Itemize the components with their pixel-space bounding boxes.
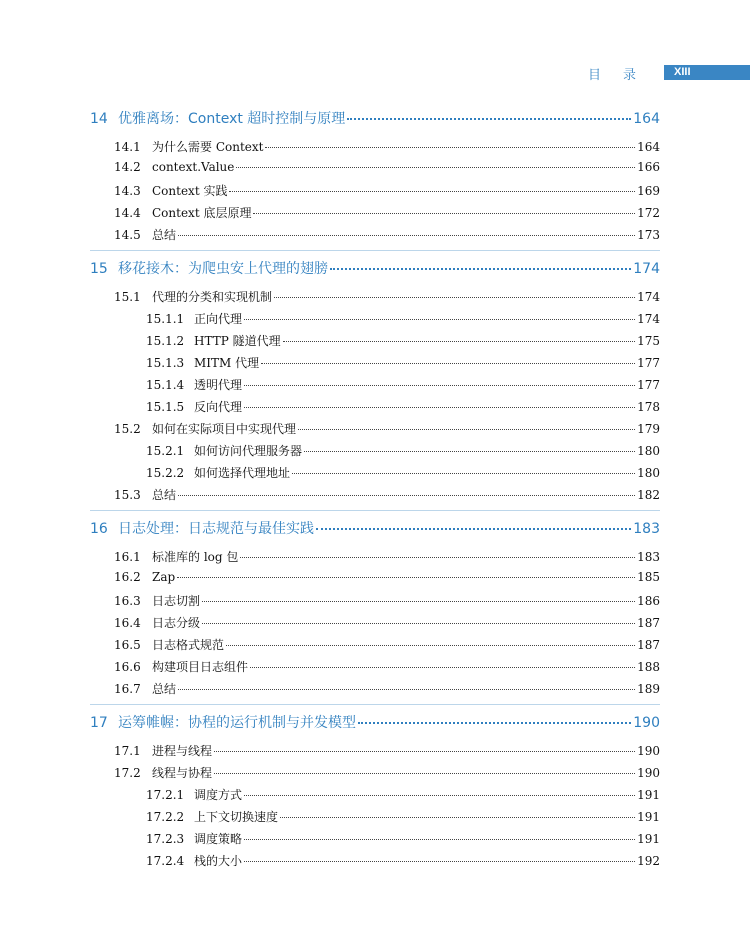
toc-entry-title: 为什么需要 Context	[152, 140, 264, 154]
toc-entry-number: 15.2.2	[146, 466, 185, 480]
toc-entry-subsection[interactable]	[146, 376, 660, 393]
toc-entry-page: 190	[637, 766, 660, 780]
toc-entry-page: 166	[637, 160, 660, 174]
toc-entry-number: 15.2	[114, 422, 141, 436]
toc-entry-chapter[interactable]	[90, 108, 660, 128]
toc-entry-number: 17.2.1	[146, 788, 185, 802]
toc-entry-title: 优雅离场：Context 超时控制与原理	[118, 111, 346, 127]
toc-entry-number: 17	[90, 715, 108, 731]
toc-entry-title: 日志分级	[152, 616, 201, 630]
toc-entry-section[interactable]	[114, 204, 660, 221]
toc-entry-title: 总结	[152, 488, 177, 502]
toc-entry-number: 15	[90, 261, 108, 277]
dot-leader	[244, 795, 635, 796]
toc-entry-page: 191	[637, 832, 660, 846]
toc-entry-title: 如何在实际项目中实现代理	[152, 422, 297, 436]
toc-entry-section[interactable]	[114, 182, 660, 199]
toc-entry-number: 16.7	[114, 682, 141, 696]
toc-entry-section[interactable]	[114, 160, 660, 174]
toc-entry-number: 15.2.1	[146, 444, 185, 458]
toc-entry-page: 191	[637, 788, 660, 802]
toc-entry-page: 180	[637, 444, 660, 458]
toc-entry-page: 174	[633, 261, 660, 277]
toc-entry-page: 191	[637, 810, 660, 824]
toc-entry-page: 180	[637, 466, 660, 480]
toc-entry-subsection[interactable]	[146, 354, 660, 371]
dot-leader	[244, 319, 635, 320]
toc-entry-number: 14.5	[114, 228, 141, 242]
dot-leader	[283, 341, 636, 342]
toc-entry-section[interactable]	[114, 614, 660, 631]
toc-entry-number: 15.3	[114, 488, 141, 502]
toc-entry-number: 17.1	[114, 744, 141, 758]
toc-entry-title: 上下文切换速度	[194, 810, 279, 824]
toc-entry-title: 如何选择代理地址	[194, 466, 291, 480]
toc-entry-number: 15.1.4	[146, 378, 185, 392]
toc-entry-section[interactable]	[114, 288, 660, 305]
toc-entry-page: 175	[637, 334, 660, 348]
dot-leader	[178, 235, 635, 236]
toc-entry-title: 正向代理	[194, 312, 243, 326]
toc-entry-section[interactable]	[114, 138, 660, 155]
toc-entry-subsection[interactable]	[146, 442, 660, 459]
toc-entry-page: 173	[637, 228, 660, 242]
toc-entry-number: 16.5	[114, 638, 141, 652]
toc-entry-number: 17.2	[114, 766, 141, 780]
toc-entry-number: 14.3	[114, 184, 141, 198]
toc-entry-page: 187	[637, 616, 660, 630]
toc-entry-section[interactable]	[114, 486, 660, 503]
toc-entry-title: 移花接木：为爬虫安上代理的翅膀	[118, 261, 328, 277]
dot-leader	[274, 297, 635, 298]
toc-entry-page: 177	[637, 356, 660, 370]
toc-entry-title: 总结	[152, 228, 177, 242]
toc-entry-page: 183	[633, 521, 660, 537]
toc-entry-title: 日志切割	[152, 594, 201, 608]
toc-entry-number: 14.1	[114, 140, 141, 154]
toc-entry-page: 189	[637, 682, 660, 696]
toc-entry-section[interactable]	[114, 764, 660, 781]
toc-entry-page: 179	[637, 422, 660, 436]
dot-leader	[214, 773, 635, 774]
toc-entry-number: 16.3	[114, 594, 141, 608]
toc-entry-title: 代理的分类和实现机制	[152, 290, 273, 304]
dot-leader	[347, 118, 631, 120]
dot-leader	[261, 363, 635, 364]
toc-entry-title: HTTP 隧道代理	[194, 334, 281, 348]
toc-entry-number: 14.2	[114, 160, 141, 174]
dot-leader	[250, 667, 635, 668]
toc-entry-page: 174	[637, 290, 660, 304]
dot-leader	[292, 473, 635, 474]
toc-entry-title: 标准库的 log 包	[152, 550, 239, 564]
toc-entry-subsection[interactable]	[146, 808, 660, 825]
toc-entry-title: 日志格式规范	[152, 638, 225, 652]
toc-entry-subsection[interactable]	[146, 464, 660, 481]
toc-entry-section[interactable]	[114, 636, 660, 653]
dot-leader	[330, 268, 631, 270]
toc-entry-chapter[interactable]	[90, 518, 660, 538]
toc-entry-title: Context 实践	[152, 184, 228, 198]
toc-entry-title: Zap	[152, 570, 176, 584]
toc-entry-page: 182	[637, 488, 660, 502]
dot-leader	[244, 385, 635, 386]
toc-entry-number: 17.2.4	[146, 854, 185, 868]
toc-entry-page: 187	[637, 638, 660, 652]
toc-entry-number: 15.1	[114, 290, 141, 304]
toc-entry-section[interactable]	[114, 570, 660, 584]
dot-leader	[244, 861, 635, 862]
dot-leader	[304, 451, 635, 452]
toc-entry-page: 188	[637, 660, 660, 674]
chapter-separator	[90, 250, 660, 251]
toc-entry-section[interactable]	[114, 742, 660, 759]
toc-entry-page: 172	[637, 206, 660, 220]
dot-leader	[177, 577, 635, 578]
toc-entry-number: 16	[90, 521, 108, 537]
toc-entry-page: 192	[637, 854, 660, 868]
toc-entry-page: 164	[637, 140, 660, 154]
toc-entry-title: 构建项目日志组件	[152, 660, 249, 674]
toc-entry-page: 178	[637, 400, 660, 414]
toc-entry-page: 186	[637, 594, 660, 608]
dot-leader	[178, 689, 635, 690]
toc-entry-title: 总结	[152, 682, 177, 696]
dot-leader	[298, 429, 635, 430]
toc-entry-page: 190	[637, 744, 660, 758]
toc-entry-number: 14.4	[114, 206, 141, 220]
toc-entry-subsection[interactable]	[146, 786, 660, 803]
chapter-separator	[90, 510, 660, 511]
toc-entry-number: 16.2	[114, 570, 141, 584]
dot-leader	[240, 557, 635, 558]
toc-entry-title: 栈的大小	[194, 854, 243, 868]
toc-entry-number: 15.1.2	[146, 334, 185, 348]
toc-entry-title: 透明代理	[194, 378, 243, 392]
toc-entry-title: 进程与线程	[152, 744, 213, 758]
toc-entry-section[interactable]	[114, 420, 660, 437]
toc-entry-page: 190	[633, 715, 660, 731]
dot-leader	[253, 213, 635, 214]
dot-leader	[244, 407, 635, 408]
dot-leader	[316, 528, 631, 530]
toc-entry-title: 日志处理：日志规范与最佳实践	[118, 521, 314, 537]
toc-entry-number: 15.1.3	[146, 356, 185, 370]
toc-entry-section[interactable]	[114, 680, 660, 697]
chapter-separator	[90, 704, 660, 705]
toc-entry-section[interactable]	[114, 548, 660, 565]
toc-entry-title: 反向代理	[194, 400, 243, 414]
toc-entry-number: 16.6	[114, 660, 141, 674]
toc-entry-number: 16.4	[114, 616, 141, 630]
dot-leader	[202, 601, 635, 602]
dot-leader	[226, 645, 635, 646]
toc-entry-page: 169	[637, 184, 660, 198]
dot-leader	[244, 839, 635, 840]
toc-entry-title: 调度方式	[194, 788, 243, 802]
toc-entry-page: 174	[637, 312, 660, 326]
toc-entry-subsection[interactable]	[146, 830, 660, 847]
header-title: 目录	[587, 68, 658, 83]
toc-entry-title: 线程与协程	[152, 766, 213, 780]
toc-entry-number: 15.1.5	[146, 400, 185, 414]
dot-leader	[358, 722, 631, 724]
toc-entry-section[interactable]	[114, 658, 660, 675]
toc-entry-page: 185	[637, 570, 660, 584]
toc-entry-number: 16.1	[114, 550, 141, 564]
toc-entry-subsection[interactable]	[146, 852, 660, 869]
toc-entry-title: 调度策略	[194, 832, 243, 846]
toc-entry-page: 177	[637, 378, 660, 392]
toc-entry-page: 164	[633, 111, 660, 127]
dot-leader	[214, 751, 635, 752]
running-header	[0, 62, 750, 82]
toc-entry-section[interactable]	[114, 226, 660, 243]
toc-entry-number: 17.2.3	[146, 832, 185, 846]
toc-entry-subsection[interactable]	[146, 332, 660, 349]
toc-entry-title: Context 底层原理	[152, 206, 252, 220]
dot-leader	[202, 623, 635, 624]
page-number-badge: XIII	[664, 65, 750, 80]
toc-entry-title: 运筹帷幄：协程的运行机制与并发模型	[118, 715, 356, 731]
toc-entry-chapter[interactable]	[90, 712, 660, 732]
toc-entry-number: 14	[90, 111, 108, 127]
toc-entry-subsection[interactable]	[146, 310, 660, 327]
toc-entry-subsection[interactable]	[146, 398, 660, 415]
toc-entry-title: context.Value	[152, 160, 235, 174]
toc-entry-title: 如何访问代理服务器	[194, 444, 303, 458]
dot-leader	[178, 495, 635, 496]
dot-leader	[280, 817, 635, 818]
dot-leader	[236, 167, 635, 168]
toc-entry-number: 17.2.2	[146, 810, 185, 824]
toc-entry-title: MITM 代理	[194, 356, 260, 370]
toc-entry-page: 183	[637, 550, 660, 564]
dot-leader	[265, 147, 635, 148]
toc-entry-chapter[interactable]	[90, 258, 660, 278]
dot-leader	[229, 191, 635, 192]
toc-entry-number: 15.1.1	[146, 312, 185, 326]
toc-entry-section[interactable]	[114, 592, 660, 609]
